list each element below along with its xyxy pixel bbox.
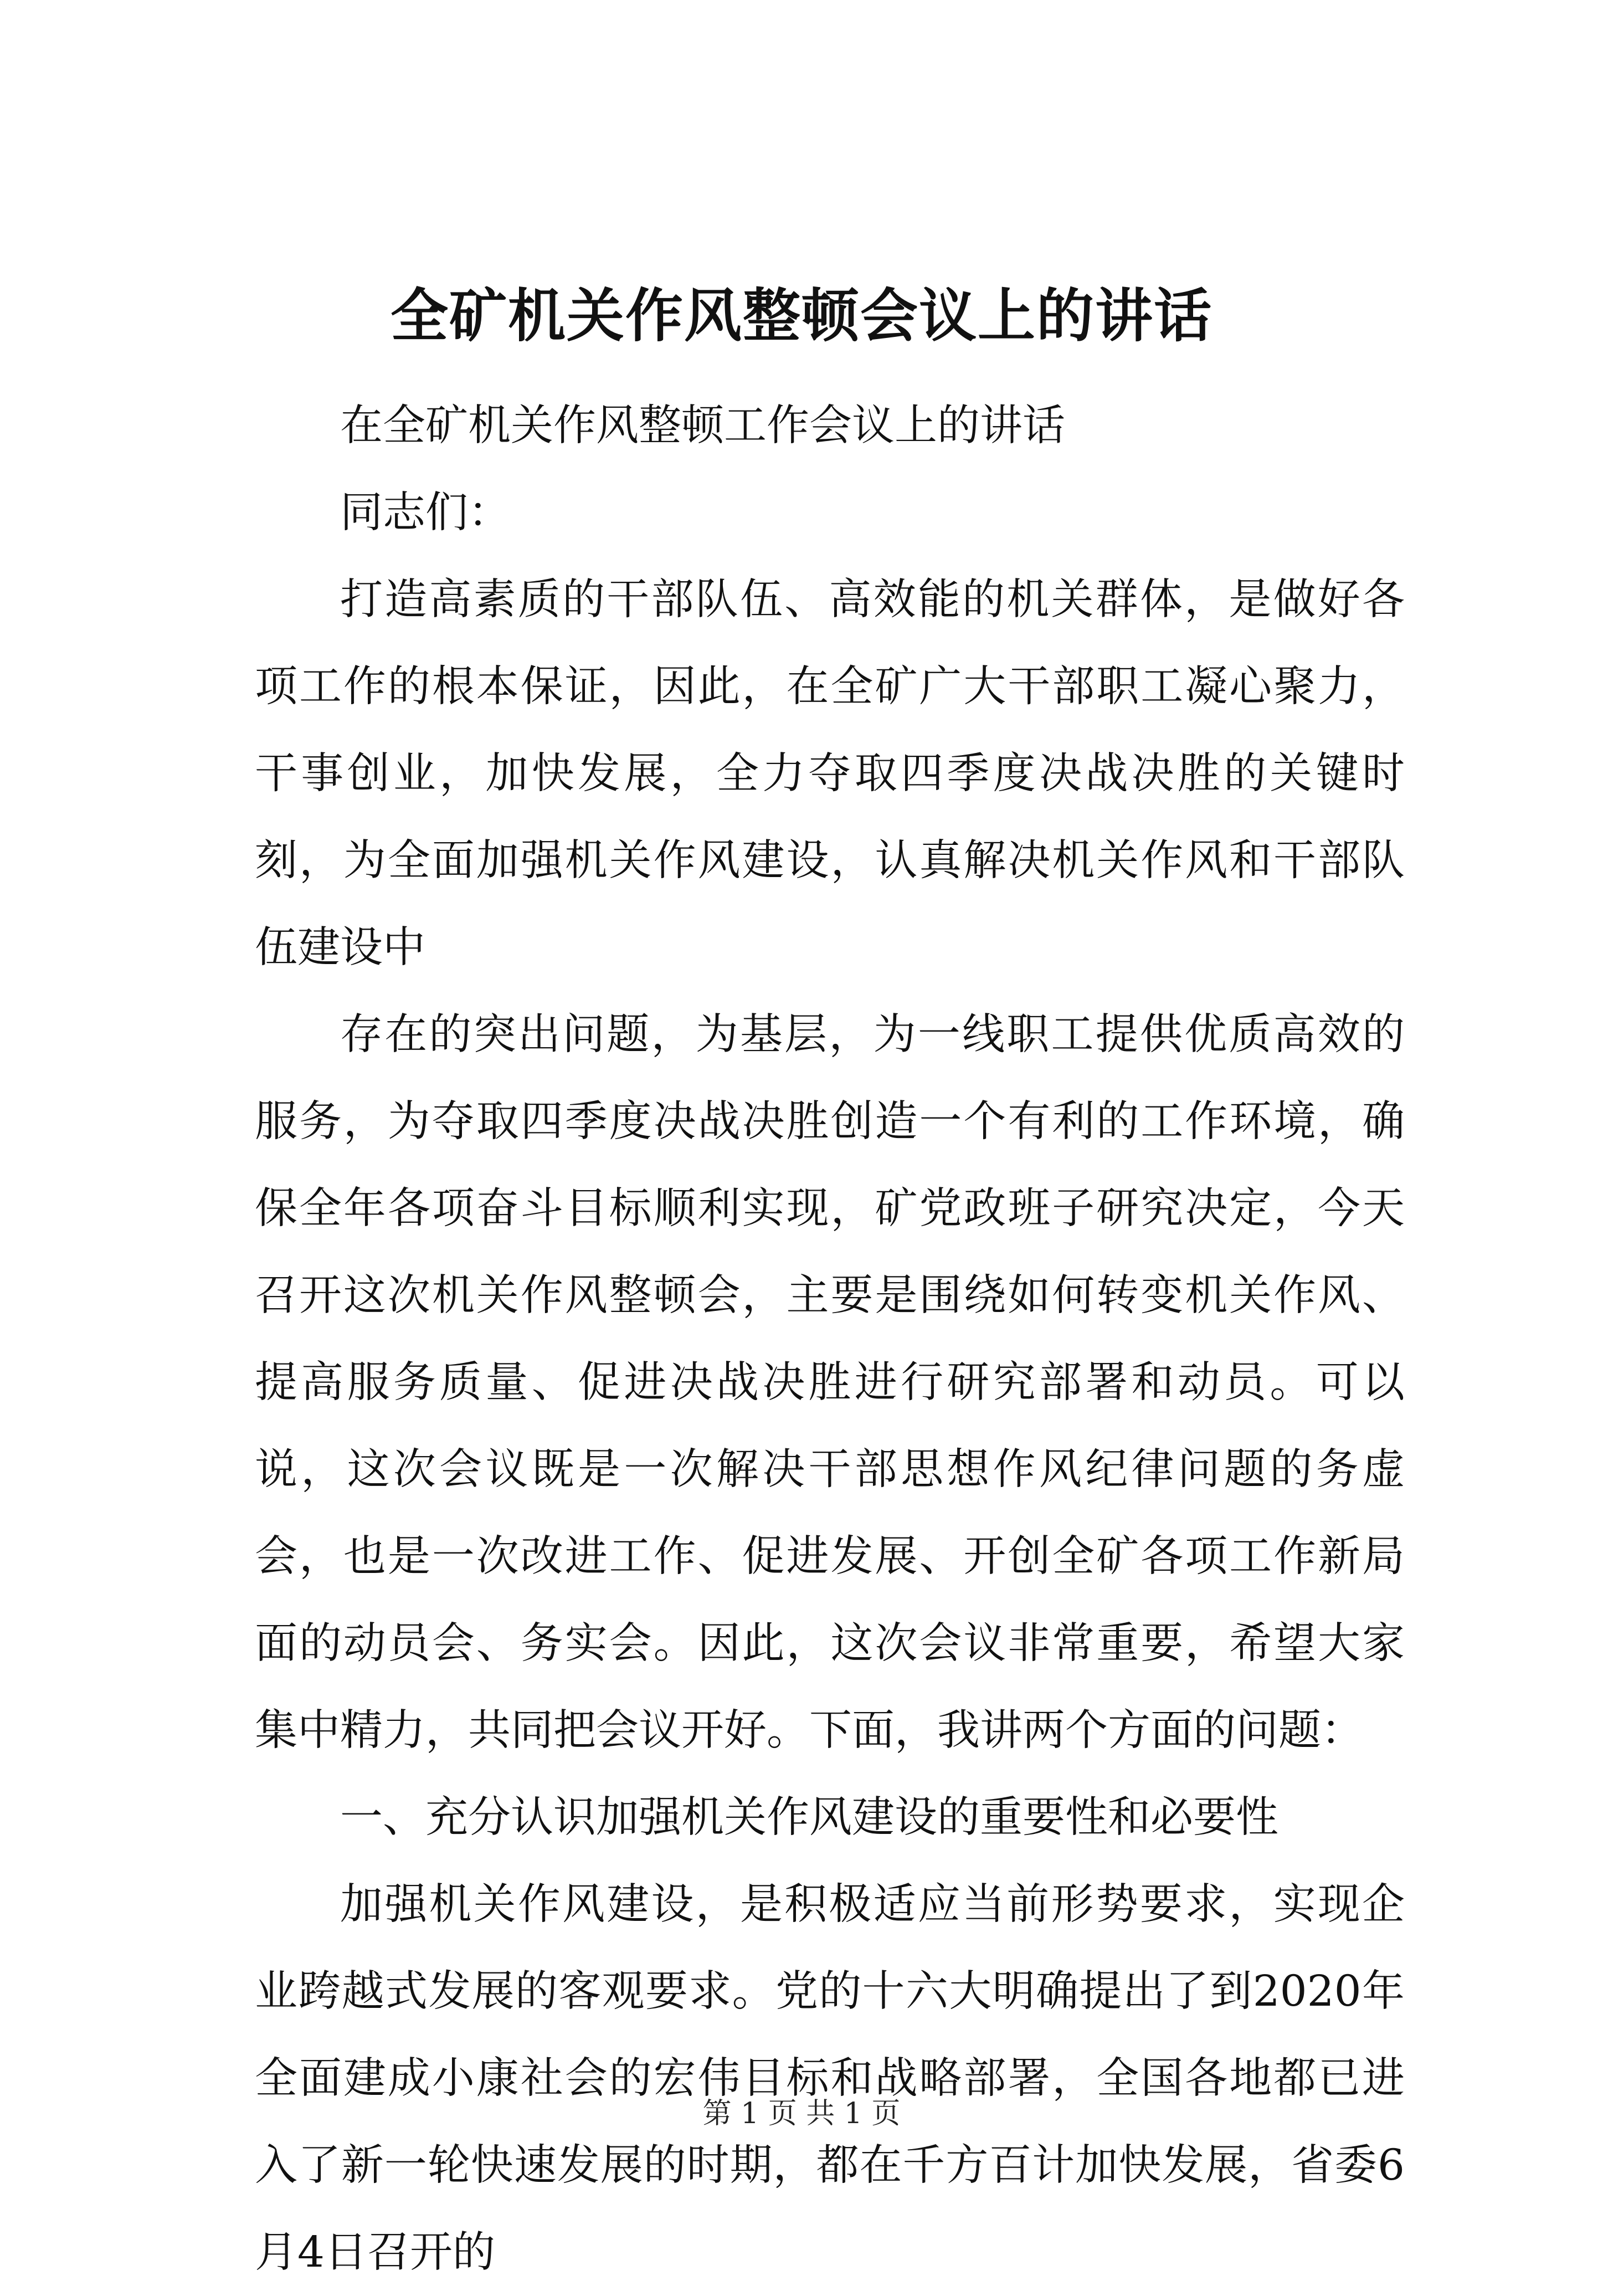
subtitle-paragraph: 在全矿机关作风整顿工作会议上的讲话: [340, 401, 1065, 450]
section-heading: 一、充分认识加强机关作风建设的重要性和必要性: [340, 1793, 1278, 1842]
body-paragraph: 打造高素质的干部队伍、高效能的机关群体，是做好各项工作的根本保证，因此，在全矿广大干部职工凝心聚力，干事创业，加快发展，全力夺取四季度决战决胜的关键时刻，为全面加强机关作风建设，认真解决机关作风和干部队伍建设中: [255, 575, 1405, 972]
salutation-paragraph: 同志们：: [340, 488, 511, 537]
document-body: [255, 382, 1405, 2296]
body-paragraph: 加强机关作风建设，是积极适应当前形势要求，实现企业跨越式发展的客观要求。党的十六大明确提出了到2020年全面建成小康社会的宏伟目标和战略部署，全国各地都已进入了新一轮快速发展的时期，都在千方百计加快发展，省委6月4日召开的: [255, 1880, 1405, 2277]
page-footer: 第 1 页 共 1 页: [702, 2097, 901, 2130]
document-title: 全矿机关作风整顿会议上的讲话: [390, 282, 1212, 350]
body-paragraph: 存在的突出问题，为基层，为一线职工提供优质高效的服务，为夺取四季度决战决胜创造一个有利的工作环境，确保全年各项奋斗目标顺利实现，矿党政班子研究决定，今天召开这次机关作风整顿会，主要是围绕如何转变机关作风、提高服务质量、促进决战决胜进行研究部署和动员。可以说，这次会议既是一次解决干部思想作风纪律问题的务虚会，也是一次改进工作、促进发展、开创全矿各项工作新局面的动员会、务实会。因此，这次会议非常重要，希望大家集中精力，共同把会议开好。下面，我讲两个方面的问题：: [255, 1010, 1405, 1755]
